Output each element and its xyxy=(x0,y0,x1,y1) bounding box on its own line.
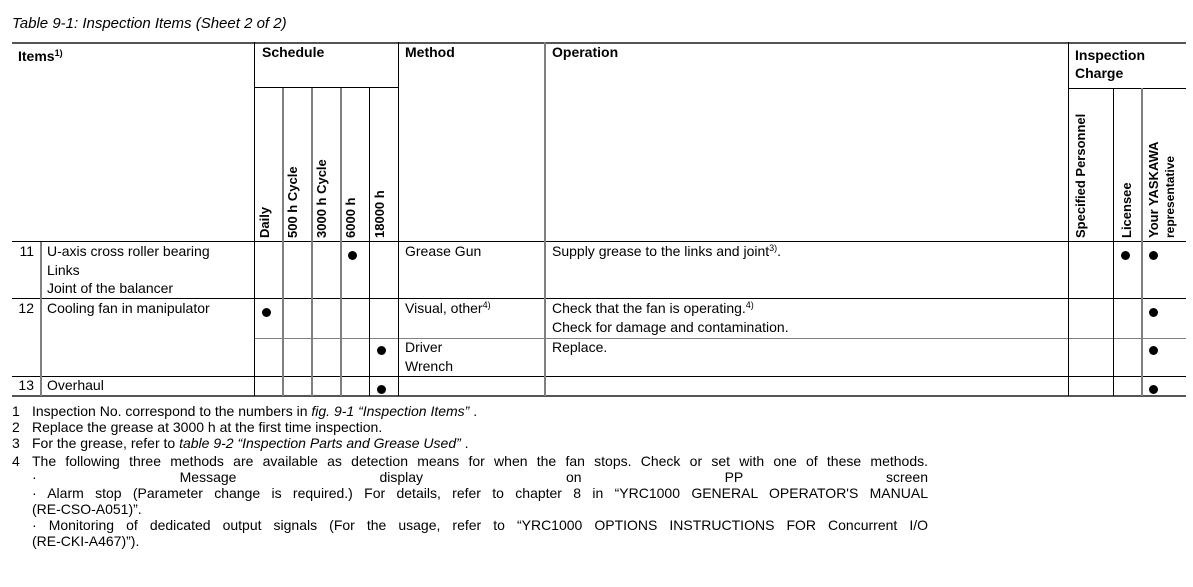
table-reference-link[interactable]: table 9-2 “Inspection Parts and Grease Used” xyxy=(179,435,461,451)
charge-mark-yaskawa xyxy=(1149,346,1158,355)
method: Visual, other$^{4)}$ xyxy=(405,300,491,316)
row-number: 11 xyxy=(19,243,34,259)
table-caption: Table 9-1: Inspection Items (Sheet 2 of 2) xyxy=(12,15,287,32)
header-method: Method xyxy=(405,44,455,60)
charge-mark-yaskawa xyxy=(1149,251,1158,260)
item-name: Cooling fan in manipulator xyxy=(47,300,210,316)
schedule-mark-18000h xyxy=(377,346,386,355)
item-name: Overhaul xyxy=(47,377,104,393)
header-yaskawa-line2: representative xyxy=(1163,155,1177,238)
charge-mark-yaskawa xyxy=(1149,385,1158,394)
charge-mark-licensee xyxy=(1121,251,1130,260)
header-specified-personnel: Specified Personnel xyxy=(1073,113,1088,238)
header-daily: Daily xyxy=(257,206,272,238)
header-inspection-charge: Inspection Charge xyxy=(1075,47,1146,81)
header-items: Items$^{1)}$ xyxy=(18,48,63,64)
schedule-mark-18000h xyxy=(377,385,386,394)
method: Driver Wrench xyxy=(405,339,453,374)
method: Grease Gun xyxy=(405,243,482,259)
footnote-3: 3 For the grease, refer to table 9-2 “Inspection Parts and Grease Used” . xyxy=(12,435,469,451)
operation: Supply grease to the links and joint$^{3)}$. xyxy=(552,243,782,259)
header-operation: Operation xyxy=(552,44,619,60)
operation: Check that the fan is operating.$^{4)}$ Check for damage and contamination. xyxy=(552,300,789,335)
fig-reference-link[interactable]: fig. 9-1 “Inspection Items” xyxy=(311,403,470,419)
row-number: 12 xyxy=(18,300,34,316)
header-6000h: 6000 h xyxy=(343,197,358,238)
item-name: U-axis cross roller bearing Links Joint of the balancer xyxy=(47,243,210,296)
footnote-2: 2 Replace the grease at 3000 h at the first time inspection. xyxy=(12,419,383,435)
footnote-4-bullet-2-line2: (RE-CSO-A051)”. xyxy=(32,501,142,517)
footnote-4: 4 xyxy=(12,453,20,469)
footnote-4-bullet-3-line2: (RE-CKI-A467)”). xyxy=(32,533,140,549)
header-500h: 500 h Cycle xyxy=(285,166,300,238)
charge-mark-yaskawa xyxy=(1149,308,1158,317)
footnote-1: 1 Inspection No. correspond to the numbers in fig. 9-1 “Inspection Items” . xyxy=(12,403,478,419)
footnote-4-bullet-2-line1: · Alarm stop (Parameter change is required.) For details, refer to chapter 8 in “YRC1000 GENERAL OPERATOR'S MANUAL xyxy=(32,485,928,501)
header-schedule: Schedule xyxy=(262,44,325,60)
header-18000h: 18000 h xyxy=(372,190,387,238)
row-number: 13 xyxy=(18,377,34,393)
footnote-4-text: The following three methods are available as detection means for when the fan stops. Check or set with one of these methods. xyxy=(32,453,928,469)
schedule-mark-6000h xyxy=(348,251,357,260)
operation: Replace. xyxy=(552,339,608,355)
header-licensee: Licensee xyxy=(1119,182,1134,238)
footnote-4-bullet-3-line1: · Monitoring of dedicated output signals (For the usage, refer to “YRC1000 OPTIONS INSTRUCTIONS FOR Concurrent I/O xyxy=(32,517,928,533)
schedule-mark-daily xyxy=(262,308,271,317)
header-yaskawa-line1: Your YASKAWA xyxy=(1146,141,1161,238)
header-3000h: 3000 h Cycle xyxy=(314,159,329,238)
footnote-4-bullet-1: · Message display on PP screen xyxy=(32,469,928,485)
